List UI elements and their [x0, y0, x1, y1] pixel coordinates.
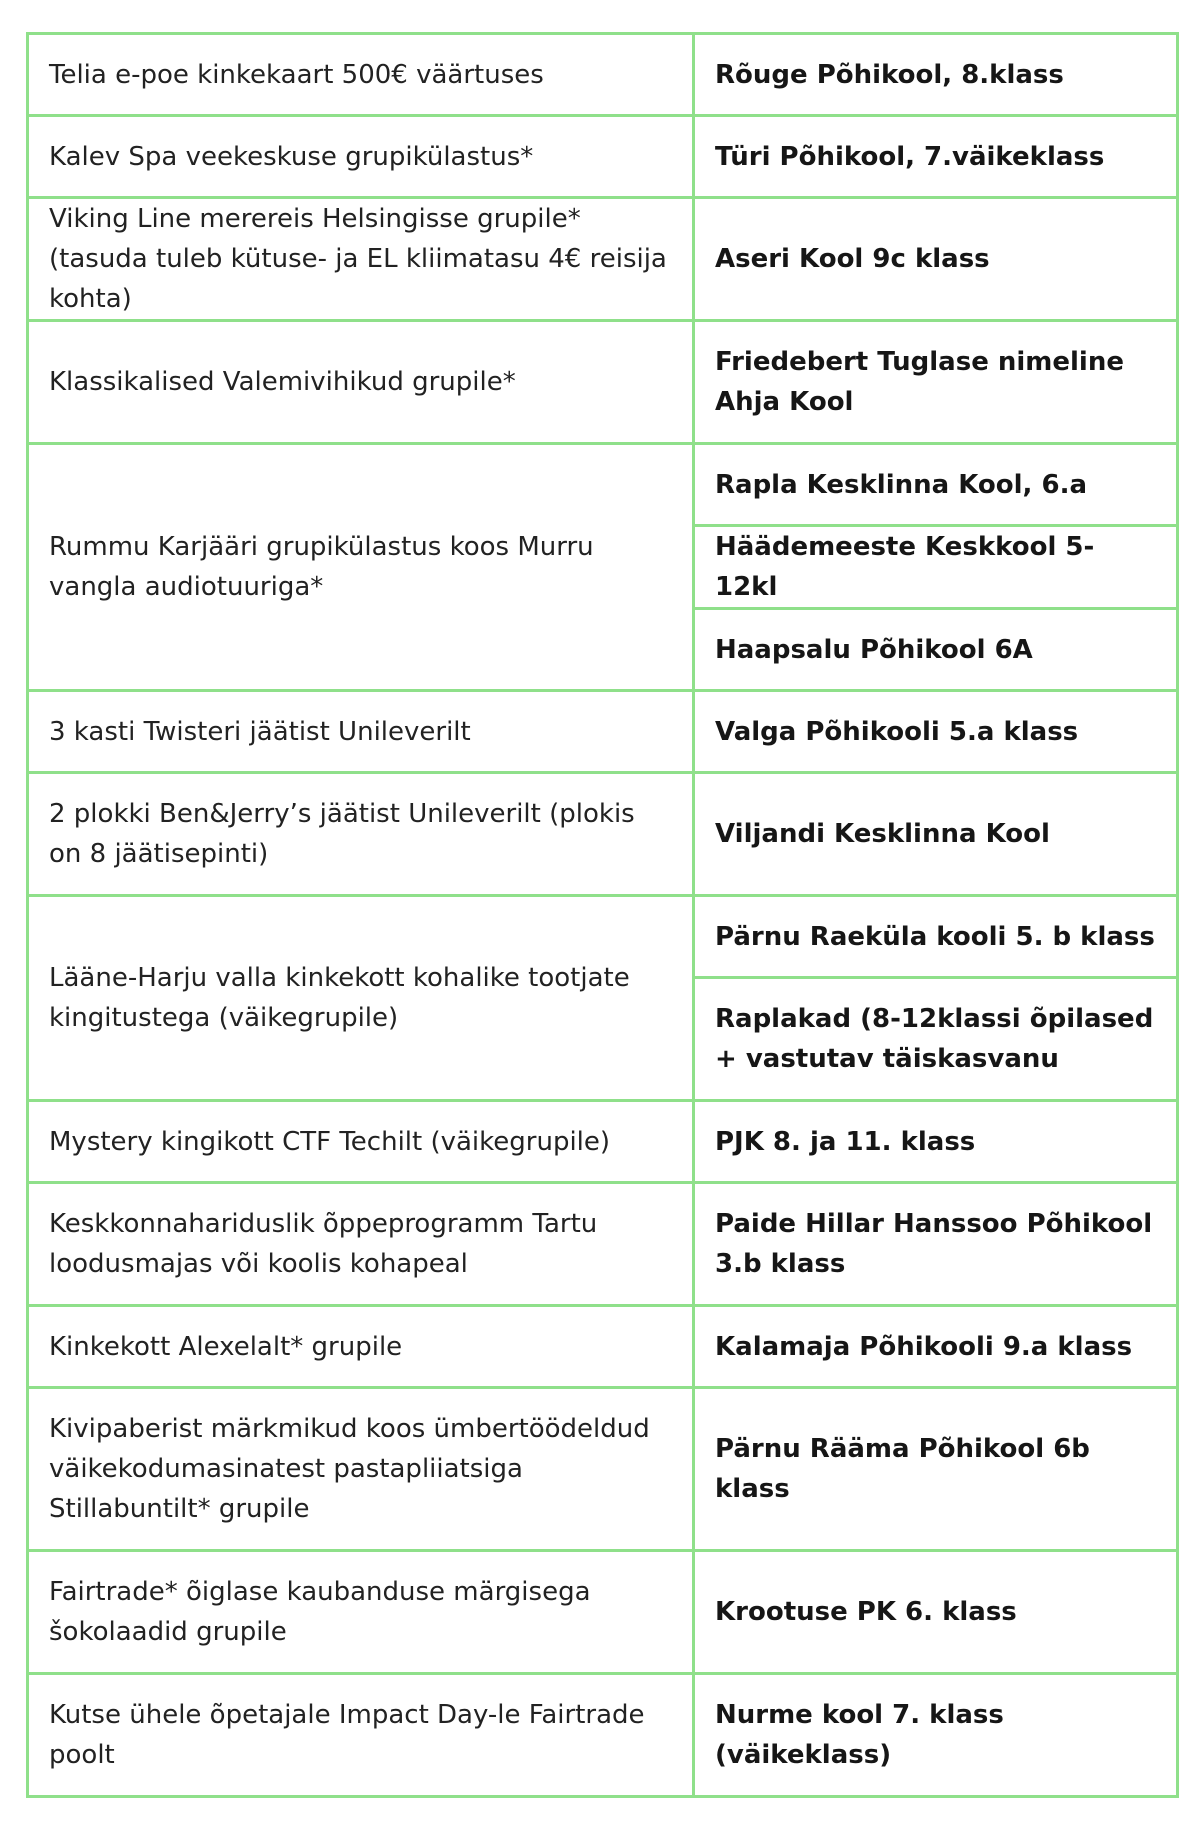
table-row: [28, 1306, 1178, 1388]
table-row: [28, 198, 1178, 321]
prize-cell: Kalev Spa veekeskuse grupikülastus*: [28, 116, 694, 198]
winner-cell: PJK 8. ja 11. klass: [694, 1101, 1178, 1183]
winner-cell: Krootuse PK 6. klass: [694, 1551, 1178, 1674]
prize-cell: Kutse ühele õpetajale Impact Day-le Fairtrade poolt: [28, 1674, 694, 1797]
table-row: [28, 444, 1178, 526]
winner-cell: Valga Põhikooli 5.a klass: [694, 691, 1178, 773]
winner-cell: Viljandi Kesklinna Kool: [694, 773, 1178, 896]
winner-cell: Paide Hillar Hanssoo Põhikool 3.b klass: [694, 1183, 1178, 1306]
table-row: [28, 321, 1178, 444]
table-row: [28, 1388, 1178, 1551]
winner-cell: Friedebert Tuglase nimeline Ahja Kool: [694, 321, 1178, 444]
prize-winners-table-wrapper: [26, 32, 1176, 1798]
winner-cell: Türi Põhikool, 7.väikeklass: [694, 116, 1178, 198]
prize-cell: Telia e-poe kinkekaart 500€ väärtuses: [28, 34, 694, 116]
table-row: [28, 1183, 1178, 1306]
winner-cell: Rõuge Põhikool, 8.klass: [694, 34, 1178, 116]
table-row: [28, 1551, 1178, 1674]
winner-cell: Kalamaja Põhikooli 9.a klass: [694, 1306, 1178, 1388]
prize-cell: 3 kasti Twisteri jäätist Unileverilt: [28, 691, 694, 773]
prize-cell: Keskkonnahariduslik õppeprogramm Tartu loodusmajas või koolis kohapeal: [28, 1183, 694, 1306]
winner-cell: Rapla Kesklinna Kool, 6.a: [694, 444, 1178, 526]
table-row: [28, 1101, 1178, 1183]
table-row: [28, 896, 1178, 978]
prize-cell: Fairtrade* õiglase kaubanduse märgisega šokolaadid grupile: [28, 1551, 694, 1674]
winner-cell: Haapsalu Põhikool 6A: [694, 609, 1178, 691]
winner-cell: Häädemeeste Keskkool 5-12kl: [694, 526, 1178, 609]
table-row: [28, 116, 1178, 198]
prize-cell: Kivipaberist märkmikud koos ümbertöödeldud väikekodumasinatest pastapliiatsiga Stillabuntilt* grupile: [28, 1388, 694, 1551]
winner-cell: Nurme kool 7. klass (väikeklass): [694, 1674, 1178, 1797]
table-row: [28, 1674, 1178, 1797]
prize-cell: Viking Line merereis Helsingisse grupile* (tasuda tuleb kütuse- ja EL kliimatasu 4€ reisija kohta): [28, 198, 694, 321]
winner-cell: Aseri Kool 9c klass: [694, 198, 1178, 321]
prize-cell: 2 plokki Ben&Jerry’s jäätist Unileverilt (plokis on 8 jäätisepinti): [28, 773, 694, 896]
winner-cell: Raplakad (8-12klassi õpilased + vastutav täiskasvanu: [694, 978, 1178, 1101]
prize-winners-table: [26, 32, 1179, 1798]
winner-cell: Pärnu Rääma Põhikool 6b klass: [694, 1388, 1178, 1551]
table-row: [28, 691, 1178, 773]
winner-cell: Pärnu Raeküla kooli 5. b klass: [694, 896, 1178, 978]
prize-cell: Rummu Karjääri grupikülastus koos Murru vangla audiotuuriga*: [28, 444, 694, 691]
table-row: [28, 773, 1178, 896]
prize-cell: Klassikalised Valemivihikud grupile*: [28, 321, 694, 444]
table-row: [28, 34, 1178, 116]
prize-cell: Lääne-Harju valla kinkekott kohalike tootjate kingitustega (väikegrupile): [28, 896, 694, 1101]
prize-cell: Kinkekott Alexelalt* grupile: [28, 1306, 694, 1388]
prize-cell: Mystery kingikott CTF Techilt (väikegrupile): [28, 1101, 694, 1183]
